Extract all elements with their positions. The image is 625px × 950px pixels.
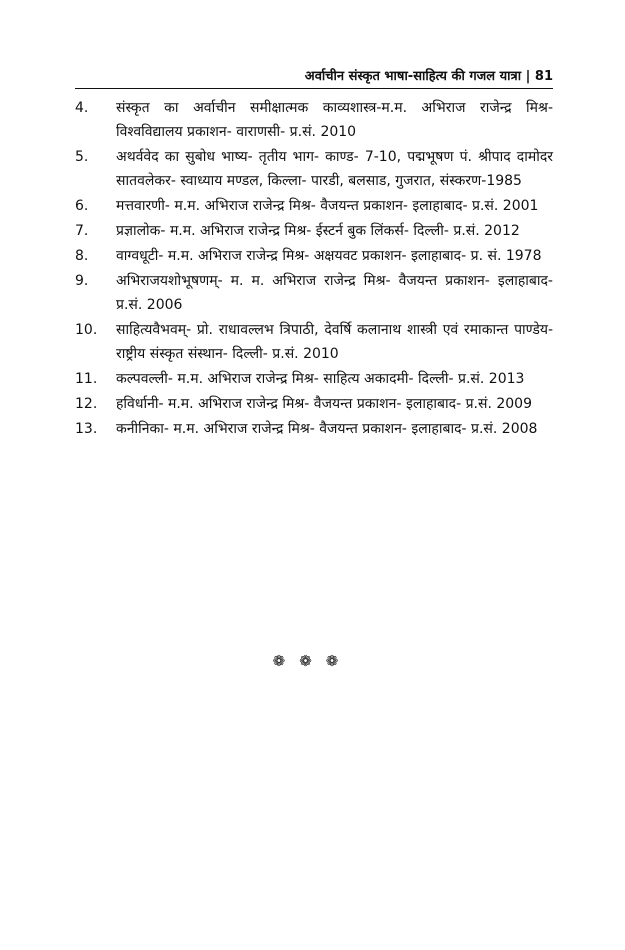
reference-list	[75, 96, 553, 442]
reference-item-12	[75, 392, 553, 416]
reference-number: 8.	[75, 248, 89, 264]
reference-text: साहित्यवैभवम्- प्रो. राधावल्लभ त्रिपाठी, देवर्षि कलानाथ शास्त्री एवं रमाकान्त पाण्डेय- राष्ट्रीय संस्कृत संस्थान- दिल्ली- प्र.सं. 2010	[116, 322, 553, 362]
reference-number: 10.	[75, 322, 98, 338]
reference-number: 9.	[75, 273, 89, 289]
reference-text: कनीनिका- म.म. अभिराज राजेन्द्र मिश्र- वैजयन्त प्रकाशन- इलाहाबाद- प्र.सं. 2008	[116, 421, 538, 437]
reference-text: प्रज्ञालोक- म.म. अभिराज राजेन्द्र मिश्र- ईस्टर्न बुक लिंकर्स- दिल्ली- प्र.सं. 2012	[116, 223, 520, 239]
reference-item-9	[75, 269, 553, 317]
reference-item-4	[75, 96, 553, 144]
reference-number: 7.	[75, 223, 89, 239]
reference-number: 13.	[75, 421, 98, 437]
reference-text: संस्कृत का अर्वाचीन समीक्षात्मक काव्यशास्त्र-म.म. अभिराज राजेन्द्र मिश्र- विश्वविद्यालय प्रकाशन- वाराणसी- प्र.सं. 2010	[116, 100, 553, 140]
reference-item-5	[75, 145, 553, 193]
reference-item-6	[75, 194, 553, 218]
reference-number: 4.	[75, 100, 89, 116]
reference-text: हविर्धानी- म.म. अभिराज राजेन्द्र मिश्र- वैजयन्त प्रकाशन- इलाहाबाद- प्र.सं. 2009	[116, 396, 532, 412]
reference-text: अथर्ववेद का सुबोध भाष्य- तृतीय भाग- काण्ड- 7-10, पद्मभूषण पं. श्रीपाद दामोदर सातवलेकर- स्वाध्याय मण्डल, किल्ला- पारडी, बलसाड, गुजरात, संस्करण-1985	[116, 149, 553, 189]
reference-text: वाग्वधूटी- म.म. अभिराज राजेन्द्र मिश्र- अक्षयवट प्रकाशन- इलाहाबाद- प्र. सं. 1978	[116, 248, 542, 264]
reference-item-13	[75, 417, 553, 441]
reference-item-7	[75, 219, 553, 243]
reference-text: मत्तवारणी- म.म. अभिराज राजेन्द्र मिश्र- वैजयन्त प्रकाशन- इलाहाबाद- प्र.सं. 2001	[116, 198, 539, 214]
reference-item-11	[75, 367, 553, 391]
reference-item-10	[75, 318, 553, 366]
reference-number: 6.	[75, 198, 89, 214]
reference-text: अभिराजयशोभूषणम्- म. म. अभिराज राजेन्द्र मिश्र- वैजयन्त प्रकाशन- इलाहाबाद- प्र.सं. 2006	[116, 273, 553, 313]
header-rule	[75, 88, 553, 89]
reference-text: कल्पवल्ली- म.म. अभिराज राजेन्द्र मिश्र- साहित्य अकादमी- दिल्ली- प्र.सं. 2013	[116, 371, 525, 387]
reference-number: 11.	[75, 371, 98, 387]
end-ornament: ❁❁❁	[272, 652, 353, 670]
reference-number: 12.	[75, 396, 98, 412]
running-header: अर्वाचीन संस्कृत भाषा-साहित्य की गजल यात्रा | 81	[304, 69, 553, 84]
reference-number: 5.	[75, 149, 89, 165]
reference-item-8	[75, 244, 553, 268]
